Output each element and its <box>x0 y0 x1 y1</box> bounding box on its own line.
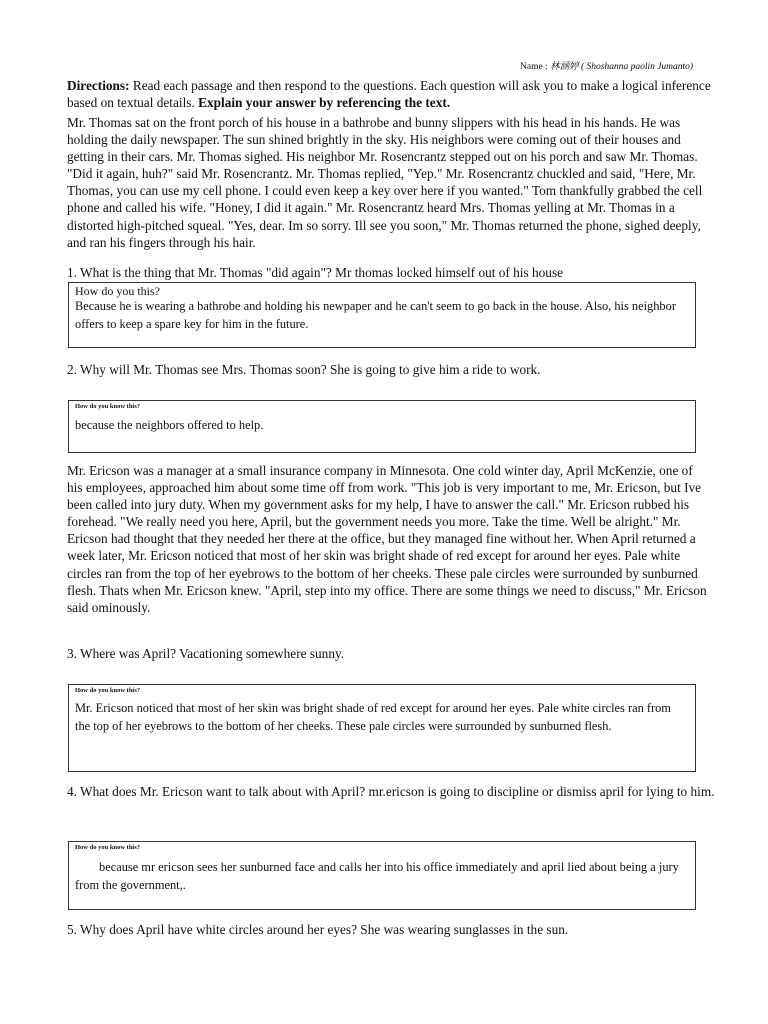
name-label: Name : <box>520 62 548 72</box>
answer-box-3-label: How do you know this? <box>75 687 141 694</box>
passage-2: Mr. Ericson was a manager at a small insurance company in Minnesota. One cold winter day, April McKenzie, one of his employees, approached him about some time off from work. "This job is very important to me, Mr. Ericson, but Ive been called into jury duty. When my government asks for my help, I have to answer the call." Mr. Ericson rubbed his forehead. "We really need you here, April, but the government needs you more. Take the time. Well be alright." Mr. Ericson had thought that they needed her there at the office, but they managed fine without her. When April returned a week later, Mr. Ericson noticed that most of her skin was bright shade of red except for around her eyes. Pale white circles ran from the top of her eyebrows to the bottom of her cheeks. These pale circles were surrounded by sunburned flesh. Thats when Mr. Ericson knew. "April, step into my office. There are some things we need to discuss," Mr. Ericson said ominously. <box>67 463 707 615</box>
answer-box-3[interactable] <box>68 684 696 772</box>
question-3 <box>67 645 717 663</box>
answer-box-1[interactable] <box>68 282 696 348</box>
question-4-text: 4. What does Mr. Ericson want to talk about with April? <box>67 784 366 799</box>
answer-box-4-label: How do you know this? <box>75 844 141 851</box>
answer-box-2-label: How do you know this? <box>75 403 141 410</box>
answer-box-1-label: How do you this? <box>75 284 160 298</box>
answer-box-1-text: Because he is wearing a bathrobe and holding his newpaper and he can't seem to go back in the house. Also, his neighbor offers to keep a spare key for him in the future. <box>75 299 676 331</box>
answer-box-2-text: because the neighbors offered to help. <box>75 418 264 432</box>
question-3-text: 3. Where was April? <box>67 646 177 661</box>
directions <box>67 77 712 111</box>
question-2 <box>67 361 717 379</box>
answer-box-3-text: Mr. Ericson noticed that most of her skin was bright shade of red except for around her eyes. Pale white circles ran from the top of her eyebrows to the bottom of her cheeks. These pale circles were surrounded by sunburned flesh. <box>75 701 671 733</box>
question-2-text: 2. Why will Mr. Thomas see Mrs. Thomas soon? <box>67 362 327 377</box>
question-1-answer: Mr thomas locked himself out of his house <box>331 265 564 280</box>
student-name-line <box>520 58 693 72</box>
question-4-answer: mr.ericson is going to discipline or dismiss april for lying to him. <box>365 784 715 799</box>
directions-bold-text: Explain your answer by referencing the text. <box>198 95 451 110</box>
directions-text: Read each passage and then respond to the questions. Each question will ask you to make a logical inference based on textual details. <box>67 78 711 110</box>
question-1-text: 1. What is the thing that Mr. Thomas "did again"? <box>67 265 332 280</box>
passage-1: Mr. Thomas sat on the front porch of his house in a bathrobe and bunny slippers with his head in his hands. He was holding the daily newspaper. The sun shined brightly in the sky. His neighbors were coming out of their houses and getting in their cars. Mr. Thomas sighed. His neighbor Mr. Rosencrantz stepped out on his porch and saw Mr. Thomas. "Did it again, huh?" said Mr. Rosencrantz. Mr. Thomas replied, "Yep." Mr. Rosencrantz chuckled and said, "Here, Mr. Thomas, you can use my cell phone. I could even keep a key over here if you wanted." Tom thankfully grabbed the cell phone and called his wife. "Honey, I did it again." Mr. Rosencrantz heard Mrs. Thomas yelling at Mr. Thomas in a distorted high-pitched squeal. "Yes, dear. Im so sorry. Ill see you soon," Mr. Thomas returned the phone, sighed deeply, and ran his fingers through his hair. <box>67 115 703 250</box>
question-1 <box>67 264 717 282</box>
question-3-answer: Vacationing somewhere sunny. <box>176 646 345 661</box>
question-2-answer: She is going to give him a ride to work. <box>326 362 541 377</box>
name-value: 林涵婷 ( Shoshanna paolin Jumanto) <box>550 62 694 72</box>
question-5-text: 5. Why does April have white circles around her eyes? <box>67 922 357 937</box>
answer-box-2[interactable] <box>68 400 696 453</box>
question-5-answer: She was wearing sunglasses in the sun. <box>356 922 569 937</box>
answer-box-4-text: because mr ericson sees her sunburned face and calls her into his office immediately and april lied about being a jury from the government,. <box>75 860 679 892</box>
question-4 <box>67 783 717 801</box>
directions-label: Directions: <box>67 78 130 93</box>
question-5 <box>67 921 717 939</box>
answer-box-4[interactable] <box>68 841 696 910</box>
